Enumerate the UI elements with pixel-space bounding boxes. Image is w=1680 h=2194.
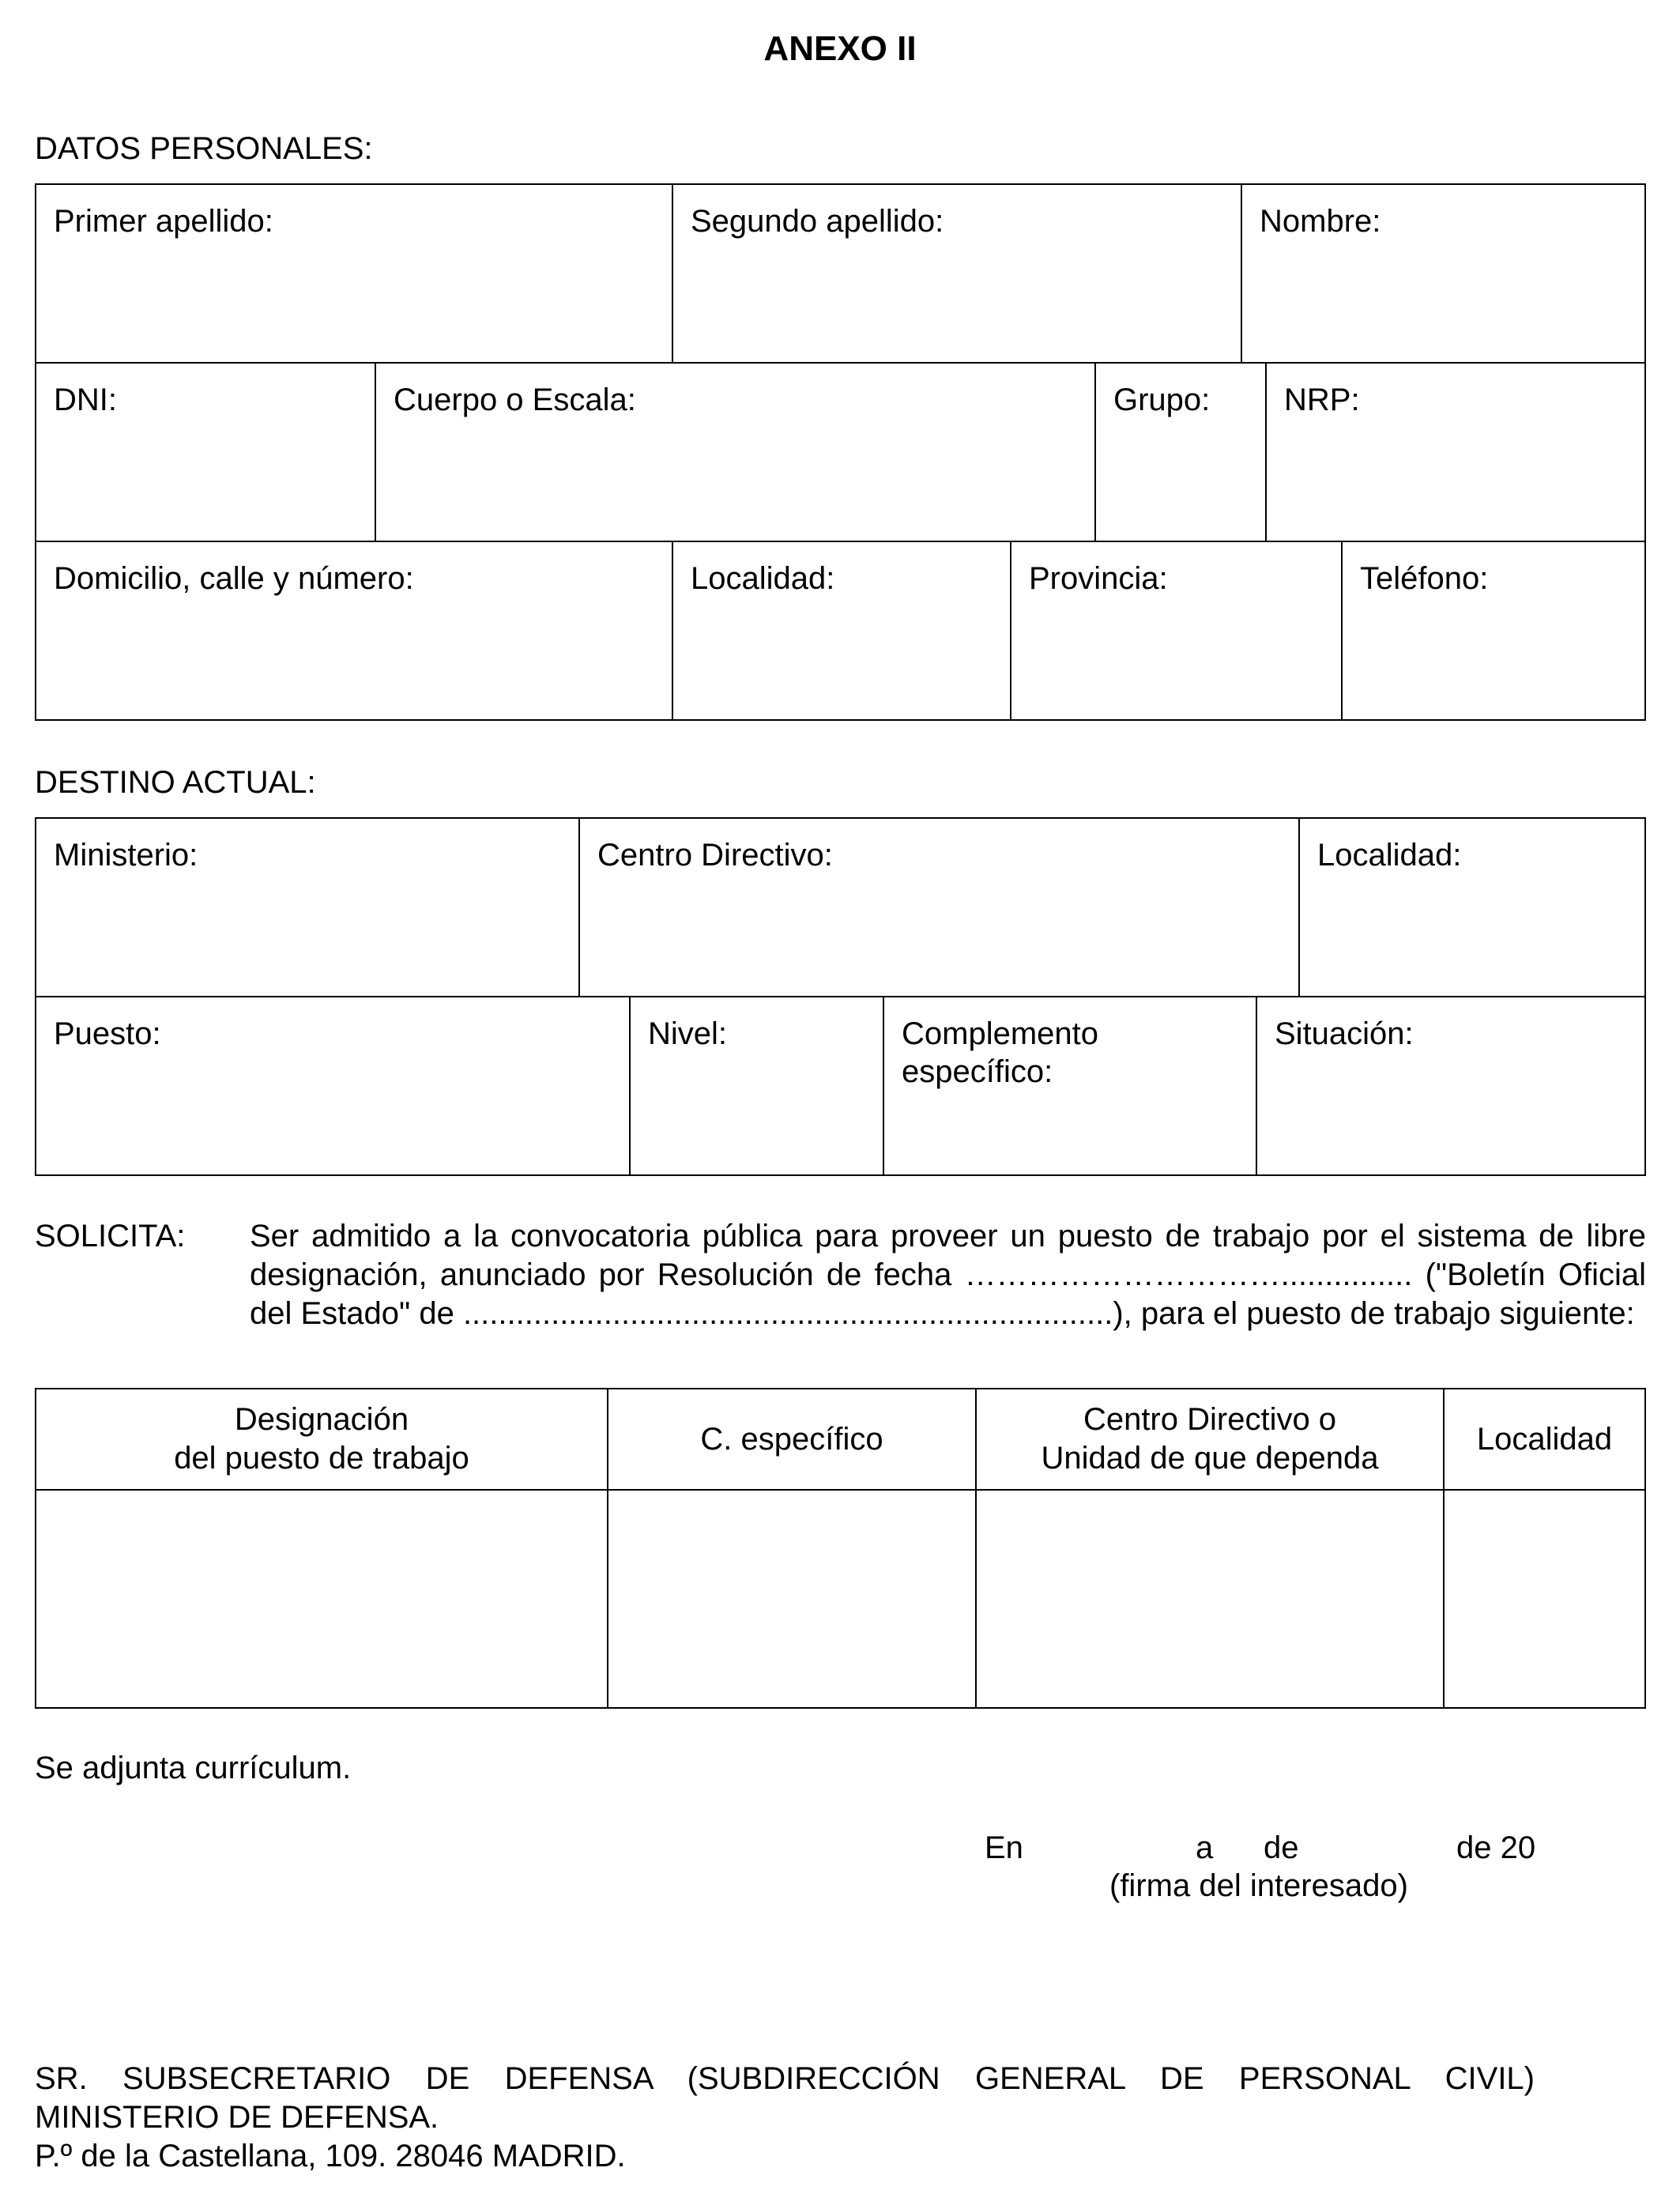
datos-personales-row1 — [35, 183, 1646, 364]
destino-actual-row2 — [35, 996, 1646, 1176]
field-primer-apellido[interactable]: Primer apellido: — [36, 184, 672, 363]
puestos-table — [35, 1388, 1646, 1709]
datos-personales-row3 — [35, 541, 1646, 721]
field-situacion[interactable]: Situación: — [1256, 997, 1645, 1175]
field-localidad[interactable]: Localidad: — [672, 541, 1011, 720]
field-nrp[interactable]: NRP: — [1266, 363, 1645, 541]
header-designacion-line1: Designación — [234, 1402, 409, 1437]
header-centro-directivo-line2: Unidad de que dependa — [1041, 1441, 1379, 1476]
field-nivel[interactable]: Nivel: — [630, 997, 883, 1175]
section-label-datos-personales: DATOS PERSONALES: — [35, 131, 373, 166]
cell-localidad[interactable] — [1444, 1490, 1645, 1708]
page-title: ANEXO II — [763, 29, 917, 68]
field-puesto[interactable]: Puesto: — [36, 997, 630, 1175]
field-provincia[interactable]: Provincia: — [1011, 541, 1342, 720]
fecha-en: En — [985, 1830, 1023, 1865]
header-localidad-text: Localidad — [1476, 1421, 1613, 1457]
datos-personales-row2 — [35, 362, 1646, 542]
field-dni[interactable]: DNI: — [36, 363, 375, 541]
cell-designacion[interactable] — [36, 1490, 608, 1708]
header-centro-directivo-line1: Centro Directivo o — [1083, 1402, 1337, 1437]
field-segundo-apellido[interactable]: Segundo apellido: — [672, 184, 1241, 363]
field-complemento-especifico[interactable]: Complemento específico: — [883, 997, 1256, 1175]
fecha-de-20: de 20 — [1456, 1830, 1536, 1865]
destinatario — [35, 2060, 1535, 2176]
field-grupo[interactable]: Grupo: — [1095, 363, 1266, 541]
header-c-especifico — [608, 1389, 976, 1490]
fecha-de: de — [1264, 1830, 1299, 1865]
firma-interesado: (firma del interesado) — [1109, 1868, 1408, 1903]
field-centro-directivo[interactable]: Centro Directivo: — [579, 818, 1299, 997]
fecha-a: a — [1196, 1830, 1214, 1865]
header-designacion — [36, 1389, 608, 1490]
field-localidad-destino[interactable]: Localidad: — [1299, 818, 1645, 997]
field-nombre[interactable]: Nombre: — [1241, 184, 1645, 363]
header-c-especifico-text: C. específico — [700, 1421, 883, 1457]
cell-c-especifico[interactable] — [608, 1490, 976, 1708]
header-localidad — [1444, 1389, 1645, 1490]
field-telefono[interactable]: Teléfono: — [1342, 541, 1645, 720]
solicita-label: SOLICITA: — [35, 1219, 186, 1253]
destinatario-line3: P.º de la Castellana, 109. 28046 MADRID. — [35, 2139, 626, 2173]
cell-centro-directivo[interactable] — [976, 1490, 1444, 1708]
destinatario-line2: MINISTERIO DE DEFENSA. — [35, 2100, 439, 2135]
field-domicilio[interactable]: Domicilio, calle y número: — [36, 541, 672, 720]
section-label-destino-actual: DESTINO ACTUAL: — [35, 765, 316, 800]
destino-actual-row1 — [35, 817, 1646, 997]
destinatario-line1: SR. SUBSECRETARIO DE DEFENSA (SUBDIRECCIÓN GENERAL DE PERSONAL CIVIL) — [35, 2061, 1535, 2096]
field-ministerio[interactable]: Ministerio: — [36, 818, 579, 997]
field-cuerpo-escala[interactable]: Cuerpo o Escala: — [375, 363, 1095, 541]
header-designacion-line2: del puesto de trabajo — [174, 1441, 469, 1476]
solicita-text: Ser admitido a la convocatoria pública para proveer un puesto de trabajo por el sistema de libre designación, anunciado por Resolución de fecha …………………………............... ("Boletín Oficial del Estado" de ..........................................................................), para el puesto de trabajo siguiente: — [250, 1219, 1646, 1331]
adjunta-curriculum: Se adjunta currículum. — [35, 1751, 352, 1785]
header-centro-directivo — [976, 1389, 1444, 1490]
